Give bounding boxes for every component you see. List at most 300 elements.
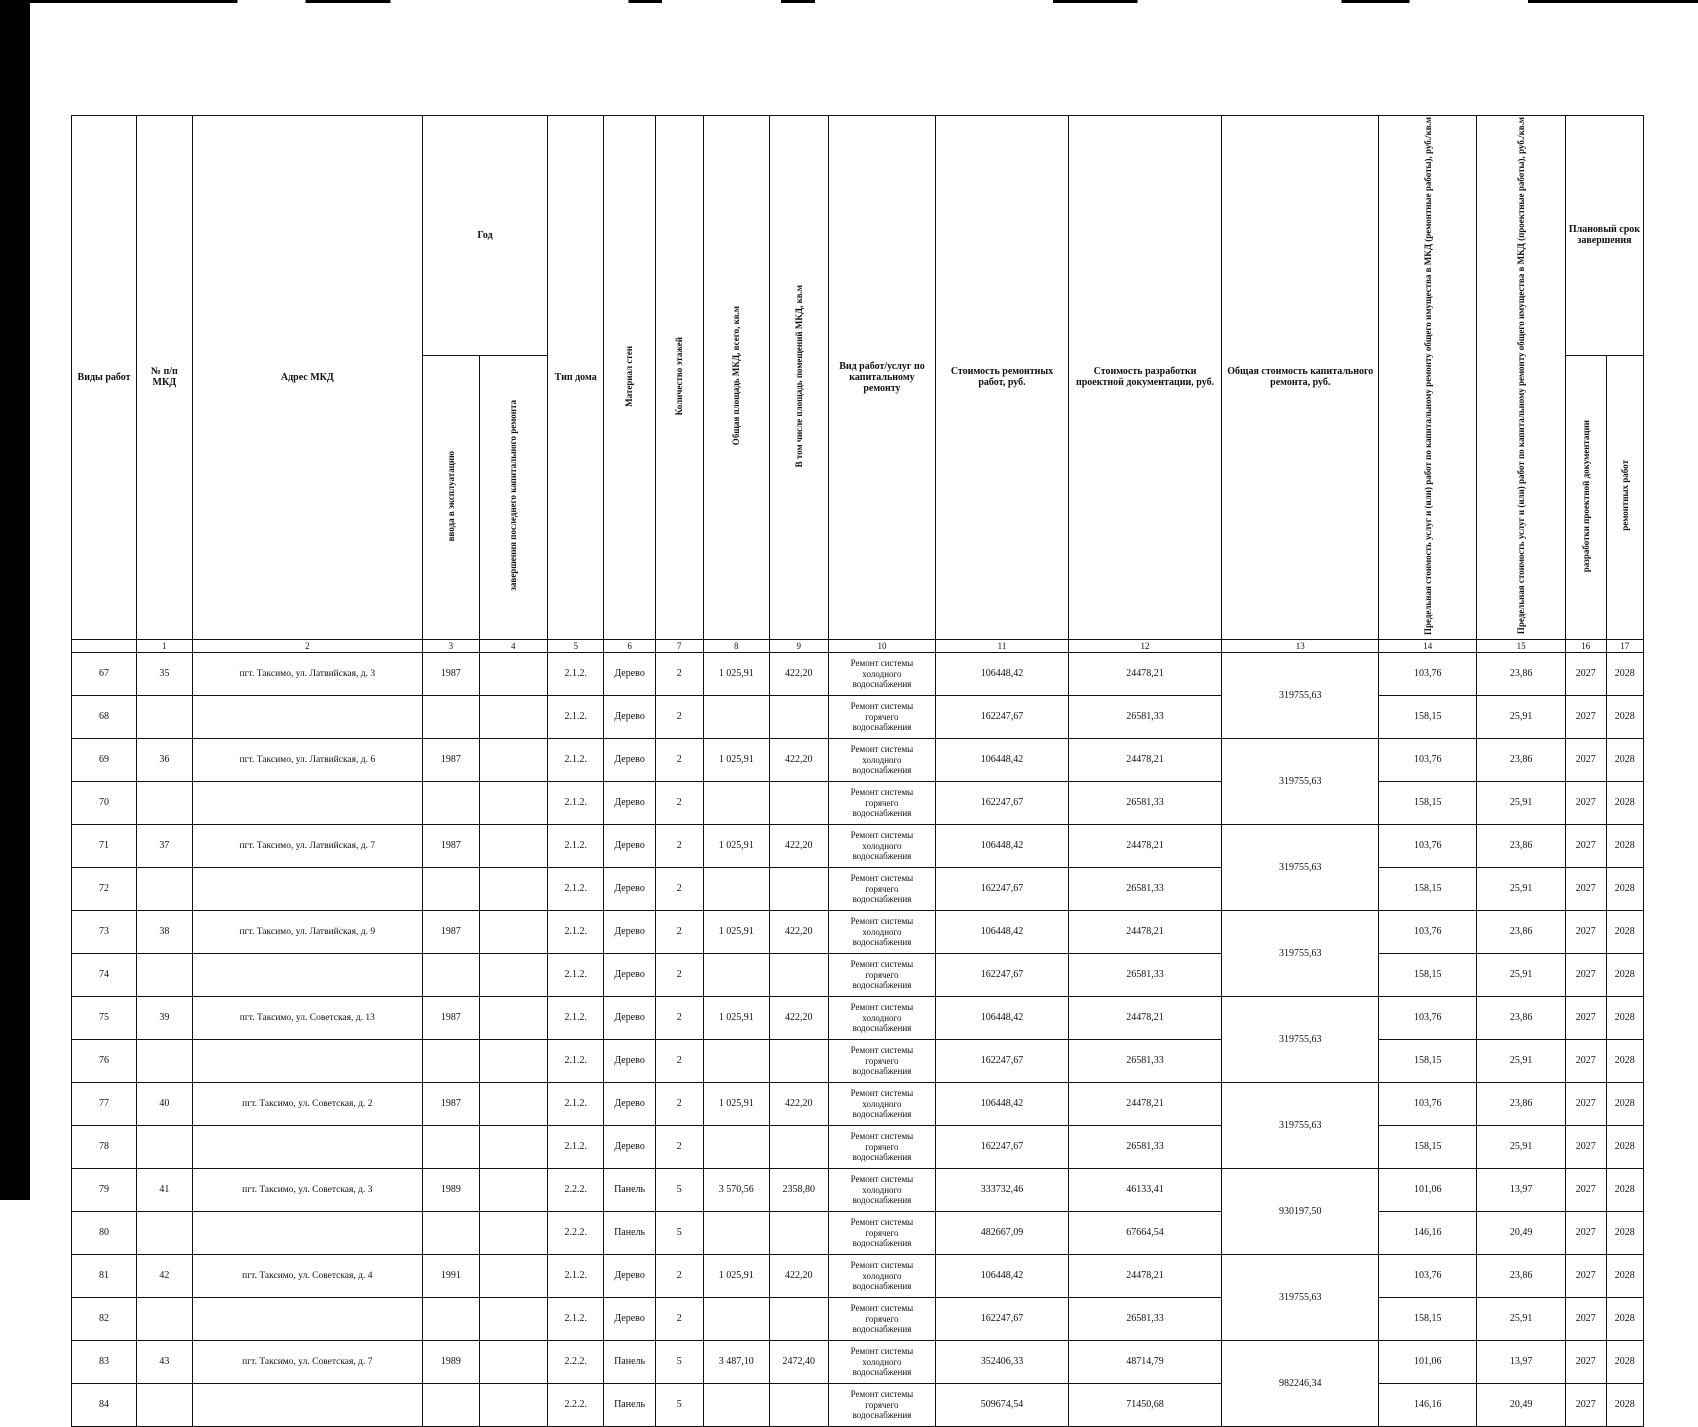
deadline-design-cell: 2027 xyxy=(1565,1211,1606,1254)
floors-cell: 5 xyxy=(655,1168,703,1211)
repair-program-table xyxy=(71,115,1644,1427)
work-kind-line: водоснабжения xyxy=(852,894,912,905)
repair-cost-cell: 333732,46 xyxy=(936,1168,1068,1211)
mkd-number: 37 xyxy=(137,824,192,867)
work-kind-line: горячего xyxy=(865,969,899,980)
header-total-area: Общая площадь МКД, всего, кв.м xyxy=(703,116,769,640)
column-number: 1 xyxy=(137,639,192,652)
premises-area-cell: 422,20 xyxy=(769,996,828,1039)
wall-material-cell: Дерево xyxy=(604,996,655,1039)
repair-cost-cell: 352406,33 xyxy=(936,1340,1068,1383)
scan-edge-top xyxy=(0,0,1698,3)
deadline-repair-cell: 2028 xyxy=(1606,1383,1644,1426)
work-kind-cell xyxy=(828,652,936,695)
design-cost-cell: 24478,21 xyxy=(1068,910,1222,953)
total-area-cell xyxy=(703,1125,769,1168)
mkd-number: 41 xyxy=(137,1168,192,1211)
work-kind-line: Ремонт системы xyxy=(850,959,914,970)
table-row xyxy=(72,652,1644,695)
table-row xyxy=(72,1340,1644,1383)
premises-area-cell: 422,20 xyxy=(769,910,828,953)
limit-repair-cell: 103,76 xyxy=(1379,1082,1477,1125)
table-row xyxy=(72,867,1644,910)
deadline-design-cell: 2027 xyxy=(1565,1340,1606,1383)
header-works: Виды работ xyxy=(72,116,137,640)
total-cost-cell: 930197,50 xyxy=(1222,1168,1379,1254)
work-kind-line: горячего xyxy=(865,711,899,722)
header-house-type: Тип дома xyxy=(547,116,604,640)
house-type-cell: 2.1.2. xyxy=(547,824,604,867)
wall-material-cell: Дерево xyxy=(604,738,655,781)
column-number: 4 xyxy=(479,639,547,652)
scan-edge-left xyxy=(0,0,30,1200)
deadline-repair-cell: 2028 xyxy=(1606,996,1644,1039)
total-cost-cell: 319755,63 xyxy=(1222,824,1379,910)
deadline-repair-cell: 2028 xyxy=(1606,1297,1644,1340)
limit-design-cell: 25,91 xyxy=(1477,1297,1566,1340)
wall-material-cell: Дерево xyxy=(604,1297,655,1340)
limit-design-cell: 25,91 xyxy=(1477,953,1566,996)
year-commission-cell: 1987 xyxy=(423,824,480,867)
premises-area-cell xyxy=(769,1383,828,1426)
work-kind-line: водоснабжения xyxy=(852,765,912,776)
row-number: 68 xyxy=(72,695,137,738)
row-number: 81 xyxy=(72,1254,137,1297)
address-cell xyxy=(192,1383,423,1426)
work-kind-cell xyxy=(828,824,936,867)
table-row xyxy=(72,781,1644,824)
work-kind-cell xyxy=(828,1211,936,1254)
column-number: 2 xyxy=(192,639,423,652)
header-address: Адрес МКД xyxy=(192,116,423,640)
total-area-cell xyxy=(703,953,769,996)
limit-repair-cell: 146,16 xyxy=(1379,1383,1477,1426)
header-total-cost: Общая стоимость капитального ремонта, руб. xyxy=(1222,116,1379,640)
header-limit-design: Предельная стоимость услуг и (или) работ по капитальному ремонту общего имущества в МКД (проектные работы), руб./кв.м xyxy=(1477,116,1566,640)
column-number: 5 xyxy=(547,639,604,652)
wall-material-cell: Панель xyxy=(604,1340,655,1383)
design-cost-cell: 26581,33 xyxy=(1068,781,1222,824)
deadline-design-cell: 2027 xyxy=(1565,867,1606,910)
year-last-repair-cell xyxy=(479,953,547,996)
mkd-number: 35 xyxy=(137,652,192,695)
column-number: 15 xyxy=(1477,639,1566,652)
wall-material-cell: Дерево xyxy=(604,867,655,910)
table-row xyxy=(72,996,1644,1039)
row-number: 71 xyxy=(72,824,137,867)
design-cost-cell: 26581,33 xyxy=(1068,867,1222,910)
wall-material-cell: Дерево xyxy=(604,824,655,867)
work-kind-line: водоснабжения xyxy=(852,980,912,991)
work-kind-line: Ремонт системы xyxy=(850,1088,914,1099)
work-kind-cell xyxy=(828,1082,936,1125)
deadline-design-cell: 2027 xyxy=(1565,1383,1606,1426)
mkd-number: 40 xyxy=(137,1082,192,1125)
house-type-cell: 2.2.2. xyxy=(547,1340,604,1383)
design-cost-cell: 24478,21 xyxy=(1068,1254,1222,1297)
premises-area-cell: 422,20 xyxy=(769,1254,828,1297)
floors-cell: 2 xyxy=(655,781,703,824)
limit-repair-cell: 103,76 xyxy=(1379,652,1477,695)
repair-cost-cell: 106448,42 xyxy=(936,824,1068,867)
total-area-cell: 3 570,56 xyxy=(703,1168,769,1211)
work-kind-line: водоснабжения xyxy=(852,1152,912,1163)
address-cell: пгт. Таксимо, ул. Советская, д. 3 xyxy=(192,1168,423,1211)
work-kind-line: водоснабжения xyxy=(852,1066,912,1077)
premises-area-cell: 422,20 xyxy=(769,1082,828,1125)
mkd-number: 39 xyxy=(137,996,192,1039)
deadline-design-cell: 2027 xyxy=(1565,781,1606,824)
repair-cost-cell: 106448,42 xyxy=(936,996,1068,1039)
floors-cell: 5 xyxy=(655,1211,703,1254)
design-cost-cell: 24478,21 xyxy=(1068,996,1222,1039)
repair-cost-cell: 162247,67 xyxy=(936,695,1068,738)
limit-repair-cell: 101,06 xyxy=(1379,1168,1477,1211)
repair-cost-cell: 106448,42 xyxy=(936,1254,1068,1297)
work-kind-line: холодного xyxy=(862,840,902,851)
limit-repair-cell: 158,15 xyxy=(1379,1039,1477,1082)
table-row xyxy=(72,1082,1644,1125)
wall-material-cell: Дерево xyxy=(604,1082,655,1125)
deadline-repair-cell: 2028 xyxy=(1606,824,1644,867)
header-design-cost: Стоимость разработки проектной документации, руб. xyxy=(1068,116,1222,640)
year-commission-cell: 1987 xyxy=(423,1082,480,1125)
work-kind-cell xyxy=(828,1125,936,1168)
limit-design-cell: 23,86 xyxy=(1477,910,1566,953)
total-cost-cell: 319755,63 xyxy=(1222,1254,1379,1340)
table-row xyxy=(72,1297,1644,1340)
floors-cell: 2 xyxy=(655,1039,703,1082)
total-area-cell: 1 025,91 xyxy=(703,1082,769,1125)
work-kind-line: Ремонт системы xyxy=(850,1174,914,1185)
work-kind-line: горячего xyxy=(865,1141,899,1152)
premises-area-cell xyxy=(769,953,828,996)
work-kind-line: водоснабжения xyxy=(852,1324,912,1335)
house-type-cell: 2.1.2. xyxy=(547,996,604,1039)
design-cost-cell: 46133,41 xyxy=(1068,1168,1222,1211)
design-cost-cell: 24478,21 xyxy=(1068,738,1222,781)
deadline-repair-cell: 2028 xyxy=(1606,695,1644,738)
mkd-number: 43 xyxy=(137,1340,192,1383)
total-cost-cell: 982246,34 xyxy=(1222,1340,1379,1426)
address-cell xyxy=(192,867,423,910)
work-kind-line: холодного xyxy=(862,1012,902,1023)
work-kind-line: Ремонт системы xyxy=(850,1303,914,1314)
house-type-cell: 2.2.2. xyxy=(547,1211,604,1254)
limit-design-cell: 25,91 xyxy=(1477,781,1566,824)
repair-cost-cell: 162247,67 xyxy=(936,781,1068,824)
wall-material-cell: Дерево xyxy=(604,910,655,953)
year-commission-cell: 1987 xyxy=(423,738,480,781)
address-cell: пгт. Таксимо, ул. Латвийская, д. 7 xyxy=(192,824,423,867)
work-kind-line: водоснабжения xyxy=(852,1410,912,1421)
total-area-cell: 1 025,91 xyxy=(703,910,769,953)
wall-material-cell: Дерево xyxy=(604,1125,655,1168)
limit-repair-cell: 158,15 xyxy=(1379,953,1477,996)
row-number: 79 xyxy=(72,1168,137,1211)
limit-design-cell: 23,86 xyxy=(1477,996,1566,1039)
year-commission-cell: 1987 xyxy=(423,996,480,1039)
table-row xyxy=(72,1254,1644,1297)
floors-cell: 2 xyxy=(655,1082,703,1125)
limit-repair-cell: 103,76 xyxy=(1379,824,1477,867)
table-row xyxy=(72,1383,1644,1426)
floors-cell: 2 xyxy=(655,1125,703,1168)
deadline-design-cell: 2027 xyxy=(1565,1297,1606,1340)
header-num: № п/п МКД xyxy=(137,116,192,640)
repair-cost-cell: 106448,42 xyxy=(936,738,1068,781)
total-area-cell: 3 487,10 xyxy=(703,1340,769,1383)
year-commission-cell xyxy=(423,695,480,738)
work-kind-cell xyxy=(828,1254,936,1297)
repair-cost-cell: 509674,54 xyxy=(936,1383,1068,1426)
limit-design-cell: 25,91 xyxy=(1477,1125,1566,1168)
column-number-blank xyxy=(72,639,137,652)
row-number: 72 xyxy=(72,867,137,910)
work-kind-line: горячего xyxy=(865,797,899,808)
year-last-repair-cell xyxy=(479,1211,547,1254)
wall-material-cell: Дерево xyxy=(604,652,655,695)
work-kind-line: водоснабжения xyxy=(852,1109,912,1120)
design-cost-cell: 26581,33 xyxy=(1068,1039,1222,1082)
floors-cell: 2 xyxy=(655,996,703,1039)
limit-repair-cell: 146,16 xyxy=(1379,1211,1477,1254)
wall-material-cell: Дерево xyxy=(604,953,655,996)
year-commission-cell xyxy=(423,867,480,910)
limit-repair-cell: 158,15 xyxy=(1379,695,1477,738)
limit-repair-cell: 103,76 xyxy=(1379,1254,1477,1297)
work-kind-cell xyxy=(828,781,936,824)
address-cell: пгт. Таксимо, ул. Латвийская, д. 3 xyxy=(192,652,423,695)
work-kind-line: горячего xyxy=(865,1055,899,1066)
year-commission-cell: 1987 xyxy=(423,910,480,953)
limit-repair-cell: 103,76 xyxy=(1379,910,1477,953)
mkd-number xyxy=(137,1039,192,1082)
design-cost-cell: 67664,54 xyxy=(1068,1211,1222,1254)
limit-repair-cell: 101,06 xyxy=(1379,1340,1477,1383)
mkd-number: 36 xyxy=(137,738,192,781)
total-area-cell: 1 025,91 xyxy=(703,996,769,1039)
work-kind-line: Ремонт системы xyxy=(850,916,914,927)
work-kind-line: водоснабжения xyxy=(852,1195,912,1206)
header-year-commission: ввода в эксплуатацию xyxy=(423,355,480,639)
total-cost-cell: 319755,63 xyxy=(1222,996,1379,1082)
limit-repair-cell: 158,15 xyxy=(1379,1125,1477,1168)
year-last-repair-cell xyxy=(479,867,547,910)
mkd-number xyxy=(137,695,192,738)
house-type-cell: 2.2.2. xyxy=(547,1168,604,1211)
house-type-cell: 2.1.2. xyxy=(547,1082,604,1125)
row-number: 78 xyxy=(72,1125,137,1168)
total-cost-cell: 319755,63 xyxy=(1222,910,1379,996)
year-last-repair-cell xyxy=(479,738,547,781)
house-type-cell: 2.1.2. xyxy=(547,1039,604,1082)
repair-cost-cell: 162247,67 xyxy=(936,1297,1068,1340)
header-floors: Количество этажей xyxy=(655,116,703,640)
address-cell: пгт. Таксимо, ул. Советская, д. 2 xyxy=(192,1082,423,1125)
column-number: 16 xyxy=(1565,639,1606,652)
year-last-repair-cell xyxy=(479,1254,547,1297)
work-kind-line: водоснабжения xyxy=(852,1023,912,1034)
table-header xyxy=(72,116,1644,653)
floors-cell: 5 xyxy=(655,1340,703,1383)
limit-repair-cell: 103,76 xyxy=(1379,996,1477,1039)
row-number: 84 xyxy=(72,1383,137,1426)
floors-cell: 2 xyxy=(655,867,703,910)
work-kind-line: холодного xyxy=(862,1270,902,1281)
address-cell: пгт. Таксимо, ул. Латвийская, д. 6 xyxy=(192,738,423,781)
deadline-repair-cell: 2028 xyxy=(1606,738,1644,781)
work-kind-line: водоснабжения xyxy=(852,808,912,819)
repair-cost-cell: 106448,42 xyxy=(936,910,1068,953)
column-number: 17 xyxy=(1606,639,1644,652)
address-cell xyxy=(192,1125,423,1168)
work-kind-line: водоснабжения xyxy=(852,722,912,733)
work-kind-line: Ремонт системы xyxy=(850,658,914,669)
deadline-design-cell: 2027 xyxy=(1565,824,1606,867)
floors-cell: 5 xyxy=(655,1383,703,1426)
deadline-design-cell: 2027 xyxy=(1565,695,1606,738)
floors-cell: 2 xyxy=(655,1254,703,1297)
work-kind-line: водоснабжения xyxy=(852,937,912,948)
deadline-design-cell: 2027 xyxy=(1565,953,1606,996)
column-number: 7 xyxy=(655,639,703,652)
address-cell xyxy=(192,781,423,824)
total-cost-cell: 319755,63 xyxy=(1222,738,1379,824)
column-numbers-row xyxy=(72,639,1644,652)
deadline-repair-cell: 2028 xyxy=(1606,953,1644,996)
row-number: 76 xyxy=(72,1039,137,1082)
work-kind-line: холодного xyxy=(862,1098,902,1109)
work-kind-cell xyxy=(828,867,936,910)
year-commission-cell: 1989 xyxy=(423,1168,480,1211)
limit-design-cell: 23,86 xyxy=(1477,1082,1566,1125)
deadline-design-cell: 2027 xyxy=(1565,996,1606,1039)
row-number: 67 xyxy=(72,652,137,695)
premises-area-cell xyxy=(769,1039,828,1082)
year-last-repair-cell xyxy=(479,781,547,824)
column-number: 10 xyxy=(828,639,936,652)
year-last-repair-cell xyxy=(479,695,547,738)
work-kind-line: водоснабжения xyxy=(852,1238,912,1249)
work-kind-line: водоснабжения xyxy=(852,851,912,862)
floors-cell: 2 xyxy=(655,1297,703,1340)
floors-cell: 2 xyxy=(655,695,703,738)
house-type-cell: 2.1.2. xyxy=(547,1297,604,1340)
wall-material-cell: Панель xyxy=(604,1383,655,1426)
deadline-repair-cell: 2028 xyxy=(1606,1340,1644,1383)
deadline-repair-cell: 2028 xyxy=(1606,781,1644,824)
repair-cost-cell: 482667,09 xyxy=(936,1211,1068,1254)
header-deadline: Плановый срок завершения xyxy=(1565,116,1643,356)
house-type-cell: 2.1.2. xyxy=(547,910,604,953)
limit-design-cell: 23,86 xyxy=(1477,1254,1566,1297)
house-type-cell: 2.2.2. xyxy=(547,1383,604,1426)
work-kind-cell xyxy=(828,1039,936,1082)
table-body xyxy=(72,652,1644,1426)
design-cost-cell: 26581,33 xyxy=(1068,695,1222,738)
mkd-number xyxy=(137,1383,192,1426)
work-kind-line: Ремонт системы xyxy=(850,830,914,841)
design-cost-cell: 26581,33 xyxy=(1068,1297,1222,1340)
floors-cell: 2 xyxy=(655,652,703,695)
premises-area-cell xyxy=(769,1211,828,1254)
total-area-cell: 1 025,91 xyxy=(703,824,769,867)
header-premises-area: В том числе площадь помещений МКД, кв.м xyxy=(769,116,828,640)
work-kind-cell xyxy=(828,953,936,996)
work-kind-line: Ремонт системы xyxy=(850,1045,914,1056)
work-kind-line: Ремонт системы xyxy=(850,1217,914,1228)
year-commission-cell xyxy=(423,953,480,996)
design-cost-cell: 26581,33 xyxy=(1068,1125,1222,1168)
row-number: 74 xyxy=(72,953,137,996)
limit-design-cell: 20,49 xyxy=(1477,1211,1566,1254)
work-kind-line: холодного xyxy=(862,1184,902,1195)
deadline-repair-cell: 2028 xyxy=(1606,867,1644,910)
year-commission-cell xyxy=(423,1211,480,1254)
row-number: 82 xyxy=(72,1297,137,1340)
column-number: 9 xyxy=(769,639,828,652)
premises-area-cell xyxy=(769,1125,828,1168)
limit-design-cell: 25,91 xyxy=(1477,695,1566,738)
address-cell xyxy=(192,1039,423,1082)
repair-cost-cell: 106448,42 xyxy=(936,652,1068,695)
floors-cell: 2 xyxy=(655,910,703,953)
address-cell: пгт. Таксимо, ул. Советская, д. 13 xyxy=(192,996,423,1039)
repair-cost-cell: 162247,67 xyxy=(936,1125,1068,1168)
deadline-design-cell: 2027 xyxy=(1565,652,1606,695)
year-last-repair-cell xyxy=(479,1297,547,1340)
mkd-number xyxy=(137,1125,192,1168)
column-number: 6 xyxy=(604,639,655,652)
deadline-repair-cell: 2028 xyxy=(1606,1254,1644,1297)
header-work-kind: Вид работ/услуг по капитальному ремонту xyxy=(828,116,936,640)
address-cell xyxy=(192,1211,423,1254)
mkd-number xyxy=(137,867,192,910)
wall-material-cell: Дерево xyxy=(604,781,655,824)
year-commission-cell xyxy=(423,1297,480,1340)
limit-design-cell: 25,91 xyxy=(1477,867,1566,910)
design-cost-cell: 48714,79 xyxy=(1068,1340,1222,1383)
deadline-repair-cell: 2028 xyxy=(1606,1125,1644,1168)
limit-repair-cell: 158,15 xyxy=(1379,781,1477,824)
table-row xyxy=(72,1039,1644,1082)
deadline-repair-cell: 2028 xyxy=(1606,1168,1644,1211)
floors-cell: 2 xyxy=(655,953,703,996)
mkd-number xyxy=(137,1297,192,1340)
limit-design-cell: 13,97 xyxy=(1477,1168,1566,1211)
house-type-cell: 2.1.2. xyxy=(547,652,604,695)
work-kind-line: Ремонт системы xyxy=(850,873,914,884)
header-wall-material: Материал стен xyxy=(604,116,655,640)
column-number: 8 xyxy=(703,639,769,652)
table-row xyxy=(72,695,1644,738)
limit-repair-cell: 158,15 xyxy=(1379,867,1477,910)
total-area-cell xyxy=(703,1039,769,1082)
year-commission-cell: 1987 xyxy=(423,652,480,695)
work-kind-line: горячего xyxy=(865,1227,899,1238)
design-cost-cell: 24478,21 xyxy=(1068,1082,1222,1125)
work-kind-line: Ремонт системы xyxy=(850,787,914,798)
deadline-design-cell: 2027 xyxy=(1565,1168,1606,1211)
deadline-repair-cell: 2028 xyxy=(1606,1211,1644,1254)
total-area-cell xyxy=(703,1383,769,1426)
column-number: 12 xyxy=(1068,639,1222,652)
premises-area-cell xyxy=(769,781,828,824)
mkd-number: 38 xyxy=(137,910,192,953)
deadline-design-cell: 2027 xyxy=(1565,1082,1606,1125)
premises-area-cell: 2472,40 xyxy=(769,1340,828,1383)
